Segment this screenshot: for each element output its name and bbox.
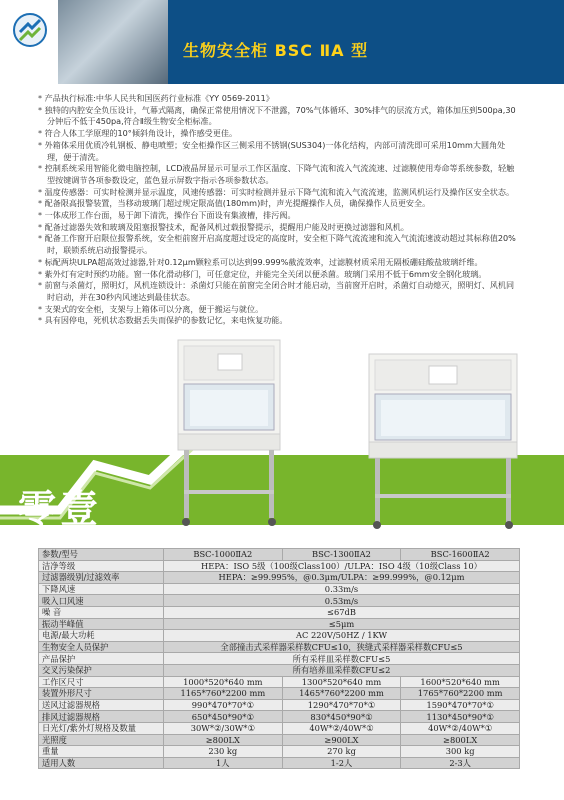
spec-label: 适用人数	[39, 757, 164, 769]
table-row	[39, 595, 520, 607]
spec-value: 所有采样皿采样数CFU≤5	[164, 653, 520, 665]
feature-item: * 前窗与杀菌灯，照明灯，风机连锁设计：杀菌灯只能在前窗完全闭合时才能启动，当前窗开启时，杀菌灯自动熄灭，照明灯、风机同时启动，并在30秒内风速达到最佳状态。	[38, 280, 520, 303]
feature-item: * 一体成形工作台面，易于卸下清洗，操作台下面设有集液槽，排污阀。	[38, 210, 520, 222]
spec-value: 650*450*90*①	[164, 711, 283, 723]
table-row	[39, 549, 520, 561]
spec-value: BSC-1600ⅡA2	[401, 549, 520, 561]
spec-value: 830*450*90*①	[282, 711, 401, 723]
spec-label: 洁净等级	[39, 560, 164, 572]
spec-value: 1130*450*90*①	[401, 711, 520, 723]
spec-label: 排风过滤器规格	[39, 711, 164, 723]
spec-value: ≤5μm	[164, 618, 520, 630]
spec-value: 全部撞击式采样器采样数CFU≤10，狭缝式采样器采样数CFU≤5	[164, 641, 520, 653]
spec-value: 所有培养皿采样数CFU≤2	[164, 664, 520, 676]
feature-item: * 配备限高报警装置，当移动玻璃门超过规定限高值(180mm)时，声光提醒操作人员，确保操作人员更安全。	[38, 198, 520, 210]
table-row	[39, 722, 520, 734]
feature-item: * 配备过滤器失效和玻璃及阻塞报警技术，配备风机过载报警提示，提醒用户能及时更换过滤器和风机。	[38, 222, 520, 234]
feature-item: * 具有因停电，死机状态数据丢失而保护的参数记忆，来电恢复功能。	[38, 315, 520, 327]
spec-value: 1165*760*2200 mm	[164, 688, 283, 700]
spec-label: 装置外形尺寸	[39, 688, 164, 700]
spec-value: 1人	[164, 757, 283, 769]
cabinet-image-1	[170, 338, 288, 528]
spec-value: 0.53m/s	[164, 595, 520, 607]
feature-item: * 产品执行标准:中华人民共和国医药行业标准《YY 0569-2011》	[38, 93, 520, 105]
spec-value: 30W*②/30W*①	[164, 722, 283, 734]
spec-value: ≥800LX	[401, 734, 520, 746]
table-row	[39, 618, 520, 630]
spec-label: 振动半峰值	[39, 618, 164, 630]
table-row	[39, 746, 520, 758]
spec-label: 噪 音	[39, 606, 164, 618]
spec-value: 1600*520*640 mm	[401, 676, 520, 688]
header	[0, 0, 564, 84]
table-row	[39, 711, 520, 723]
spec-value: ≥800LX	[164, 734, 283, 746]
spec-value: 1290*470*70*①	[282, 699, 401, 711]
table-row	[39, 560, 520, 572]
spec-value: BSC-1300ⅡA2	[282, 549, 401, 561]
feature-item: * 支架式的安全柜，支架与上箱体可以分离，便于搬运与就位。	[38, 304, 520, 316]
table-row	[39, 583, 520, 595]
title-banner	[58, 0, 564, 84]
table-row	[39, 572, 520, 584]
spec-value: 1765*760*2200 mm	[401, 688, 520, 700]
table-row	[39, 688, 520, 700]
spec-value: 0.33m/s	[164, 583, 520, 595]
table-row	[39, 630, 520, 642]
spec-value: 1590*470*70*①	[401, 699, 520, 711]
feature-item: * 符合人体工学原理的10°倾斜角设计，操作感受更佳。	[38, 128, 520, 140]
lab-photo	[58, 0, 168, 84]
feature-item: * 标配两块ULPA超高效过滤器,针对0.12μm颗粒系可以达到99.999%截流效率，过滤膜材质采用无隔板硼硅酸盐玻璃纤维。	[38, 257, 520, 269]
table-row	[39, 676, 520, 688]
spec-value: ≥900LX	[282, 734, 401, 746]
spec-label: 光照度	[39, 734, 164, 746]
spec-label: 产品保护	[39, 653, 164, 665]
spec-value: 270 kg	[282, 746, 401, 758]
spec-value: 300 kg	[401, 746, 520, 758]
spec-value: HEPA：ISO 5级（100级Class100）/ULPA：ISO 4级（10级Class 10）	[164, 560, 520, 572]
spec-label: 下降风速	[39, 583, 164, 595]
feature-item: * 控制系统采用智能化微电脑控制，LCD液晶屏显示可显示工作区温度、下降气流和流入气流流速、过滤膜使用寿命等系统参数，轻触型按键调节各项参数设定，蓝色显示屏数字指示各项参数状态。	[38, 163, 520, 186]
table-row	[39, 653, 520, 665]
feature-item: * 独特的内腔安全负压设计，气幕式隔离，确保正常使用情况下不泄露，70%气体循环、30%排气的层流方式，箱体加压到500pa,30分钟后不低于450pa,符合Ⅱ级生物安全柜标准。	[38, 105, 520, 128]
table-row	[39, 734, 520, 746]
table-row	[39, 699, 520, 711]
spec-label: 生物安全人员保护	[39, 641, 164, 653]
spec-value: 40W*②/40W*①	[401, 722, 520, 734]
spec-value: HEPA：≥99.995%，@0.3μm/ULPA：≥99.999%，@0.12μm	[164, 572, 520, 584]
spec-value: 1465*760*2200 mm	[282, 688, 401, 700]
spec-label: 参数/型号	[39, 549, 164, 561]
spec-value: 1-2人	[282, 757, 401, 769]
spec-label: 吸入口风速	[39, 595, 164, 607]
spec-value: 1300*520*640 mm	[282, 676, 401, 688]
table-row	[39, 757, 520, 769]
table-row	[39, 606, 520, 618]
page-title: 生物安全柜 BSC ⅡA 型	[183, 41, 369, 60]
brand-text: 零壹	[18, 487, 103, 531]
spec-value: 990*470*70*①	[164, 699, 283, 711]
feature-item: * 外箱体采用优质冷轧钢板、静电喷塑；安全柜操作区三侧采用不锈钢(SUS304)一体化结构，内部可清洗即可采用10mm大圆角处理，便于清洗。	[38, 140, 520, 163]
spec-value: 40W*②/40W*①	[282, 722, 401, 734]
spec-label: 日光灯/紫外灯规格及数量	[39, 722, 164, 734]
company-logo-icon	[12, 12, 48, 48]
spec-label: 过滤器级别/过滤效率	[39, 572, 164, 584]
spec-table	[38, 548, 520, 769]
spec-value: 230 kg	[164, 746, 283, 758]
spec-label: 交叉污染保护	[39, 664, 164, 676]
feature-list	[38, 93, 520, 327]
spec-value: BSC-1000ⅡA2	[164, 549, 283, 561]
spec-label: 电源/最大功耗	[39, 630, 164, 642]
spec-value: 2-3人	[401, 757, 520, 769]
spec-value: AC 220V/50HZ / 1KW	[164, 630, 520, 642]
feature-item: * 温度传感器：可实时检测并显示温度，风速传感器：可实时检测并显示下降气流和流入气流流速，监测风机运行及操作区安全状态。	[38, 187, 520, 199]
feature-item: * 配备工作窗开启限位报警系统，安全柜前窗开启高度超过设定的高度时，安全柜下降气流流速和流入气流流速波动超过其标称值20%时，联锁系统启动报警提示。	[38, 233, 520, 256]
spec-label: 重量	[39, 746, 164, 758]
table-row	[39, 641, 520, 653]
table-row	[39, 664, 520, 676]
feature-item: * 紫外灯有定时预约功能。窗一体化滑动移门，可任意定位，并能完全关闭以便杀菌。玻璃门采用不低于6mm安全钢化玻璃。	[38, 269, 520, 281]
spec-value: 1000*520*640 mm	[164, 676, 283, 688]
spec-value: ≤67dB	[164, 606, 520, 618]
spec-label: 送风过滤器规格	[39, 699, 164, 711]
spec-label: 工作区尺寸	[39, 676, 164, 688]
cabinet-image-2	[363, 352, 523, 530]
